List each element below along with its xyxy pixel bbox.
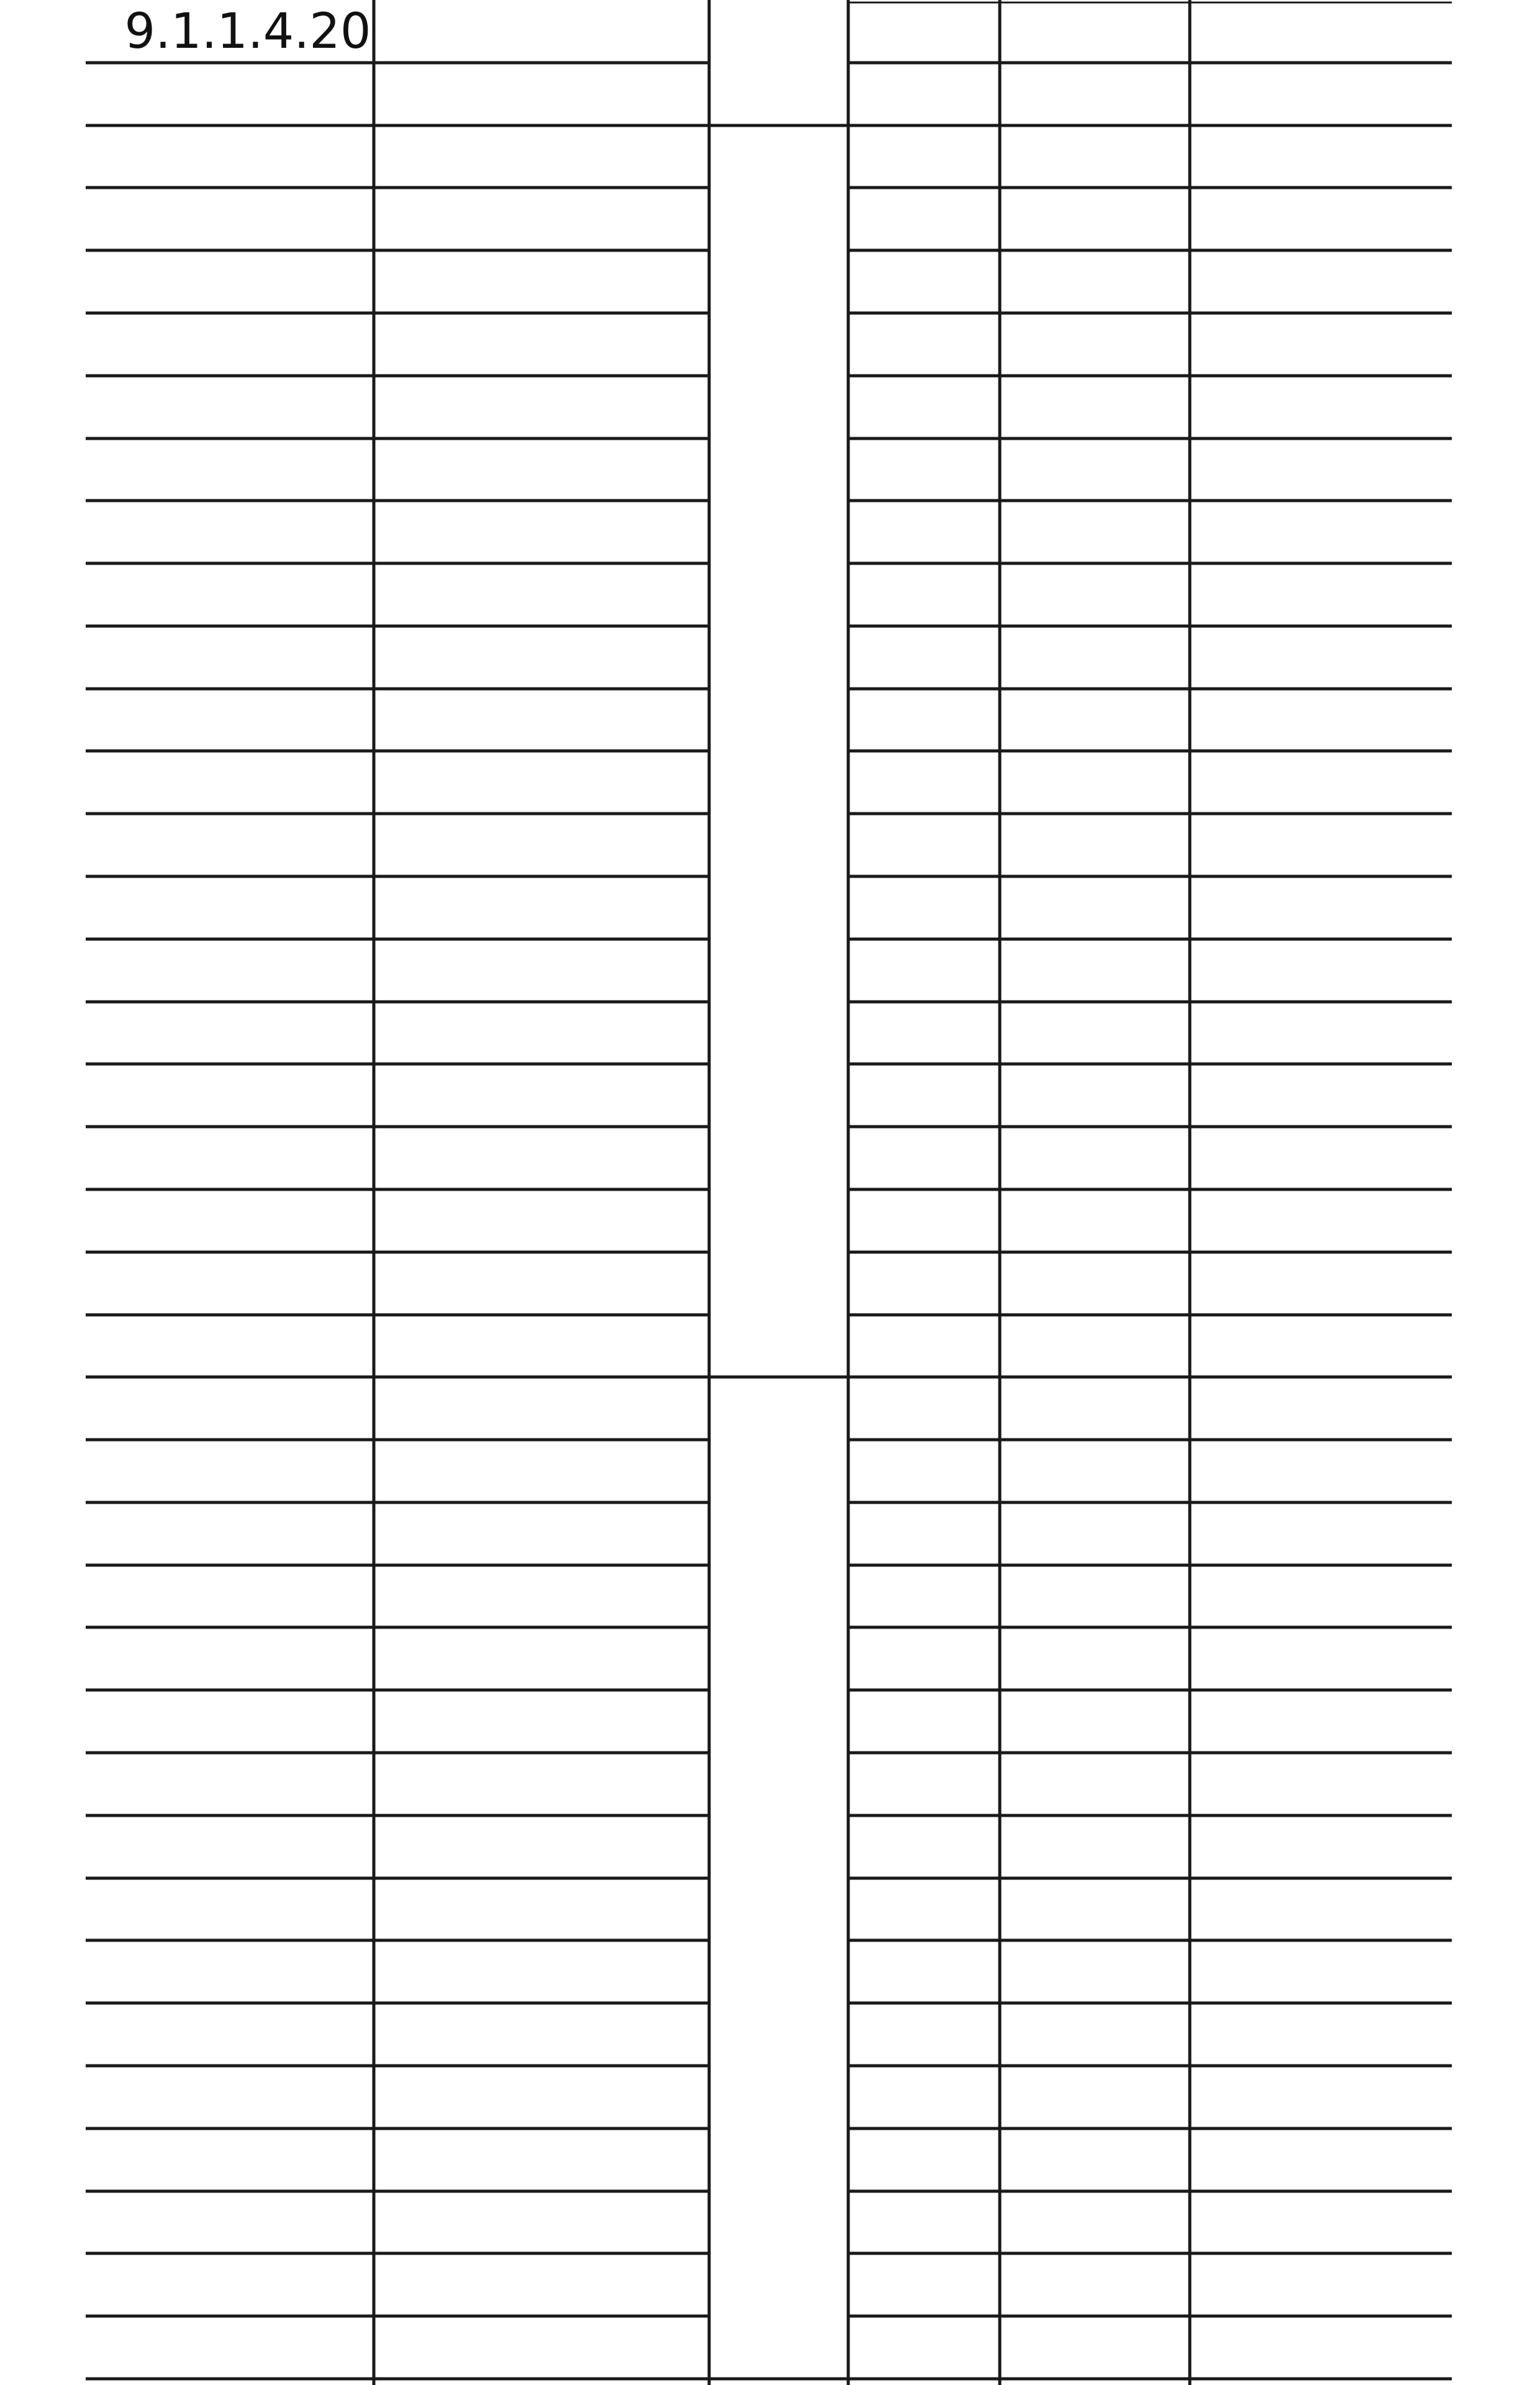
cell-item-no: 9.1.1.4.20 xyxy=(124,3,371,60)
